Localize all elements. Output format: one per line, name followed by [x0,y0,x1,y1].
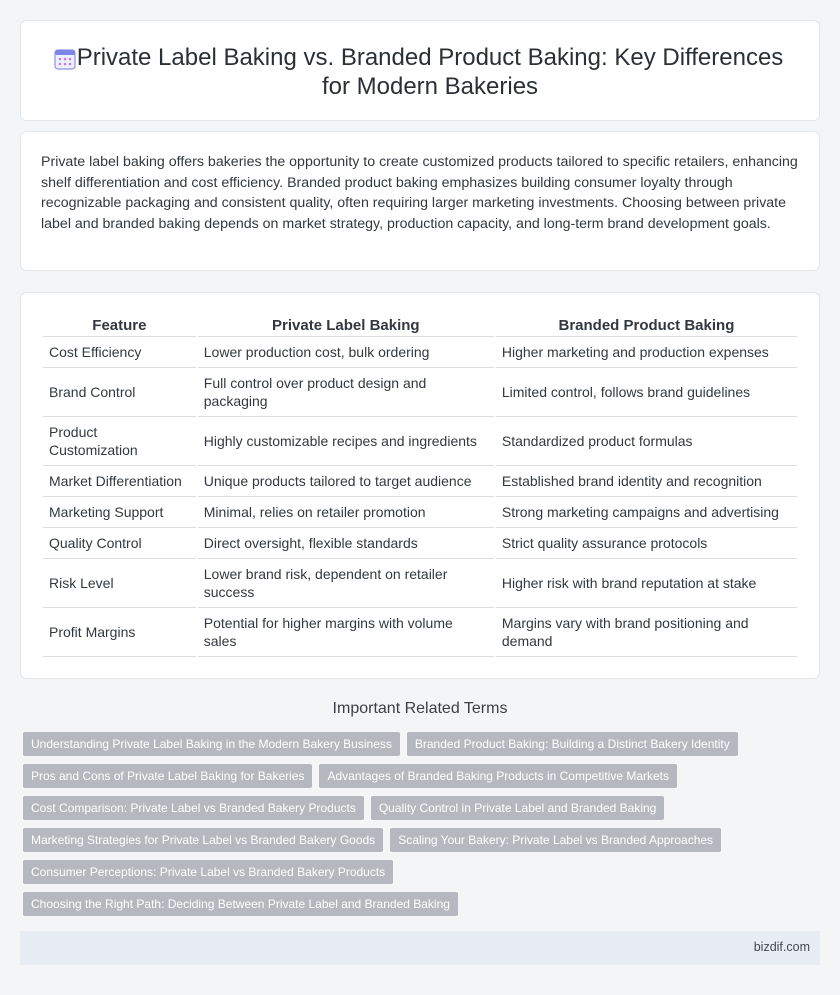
table-cell: Strong marketing campaigns and advertising [496,497,797,528]
table-cell: Higher marketing and production expenses [496,337,797,368]
header-feature: Feature [43,311,196,337]
table-row [43,608,797,657]
table-row [43,466,797,497]
table-cell: Lower brand risk, dependent on retailer success [198,559,494,608]
table-cell: Limited control, follows brand guidelines [496,368,797,417]
table-cell: Market Differentiation [43,466,196,497]
table-cell: Highly customizable recipes and ingredients [198,417,494,466]
table-row [43,417,797,466]
table-cell: Minimal, relies on retailer promotion [198,497,494,528]
related-term-link[interactable]: Understanding Private Label Baking in the Modern Bakery Business [23,732,400,756]
table-cell: Cost Efficiency [43,337,196,368]
table-header-row [43,311,797,337]
table-cell: Risk Level [43,559,196,608]
table-cell: Lower production cost, bulk ordering [198,337,494,368]
table-row [43,337,797,368]
table-row [43,497,797,528]
table-cell: Marketing Support [43,497,196,528]
table-cell: Margins vary with brand positioning and demand [496,608,797,657]
table-cell: Profit Margins [43,608,196,657]
comparison-table-card [20,292,820,679]
related-terms-list [23,732,813,924]
footer [20,931,820,965]
table-cell: Direct oversight, flexible standards [198,528,494,559]
related-term-link[interactable]: Pros and Cons of Private Label Baking for Bakeries [23,764,312,788]
header-private-label: Private Label Baking [198,311,494,337]
related-term-link[interactable]: Consumer Perceptions: Private Label vs Branded Bakery Products [23,860,393,884]
table-cell: Potential for higher margins with volume sales [198,608,494,657]
related-term-link[interactable]: Quality Control in Private Label and Branded Baking [371,796,665,820]
comparison-table [41,311,799,657]
table-cell: Strict quality assurance protocols [496,528,797,559]
footer-site-link[interactable]: bizdif.com [753,940,810,954]
related-term-link[interactable]: Advantages of Branded Baking Products in Competitive Markets [319,764,677,788]
table-cell: Quality Control [43,528,196,559]
related-term-link[interactable]: Branded Product Baking: Building a Distinct Bakery Identity [407,732,738,756]
summary-text: Private label baking offers bakeries the opportunity to create customized products tailored to specific retailers, enhancing shelf differentiation and cost efficiency. Branded product baking emphasizes building consumer loyalty through recognizable packaging and consistent quality, often requiring larger marketing investments. Choosing between private label and branded baking depends on market strategy, production capacity, and long-term brand development goals. [41,154,798,232]
related-term-link[interactable]: Marketing Strategies for Private Label vs Branded Bakery Goods [23,828,383,852]
related-term-link[interactable]: Scaling Your Bakery: Private Label vs Branded Approaches [390,828,721,852]
header-card [20,20,820,121]
table-row [43,528,797,559]
related-terms-title: Important Related Terms [332,700,508,717]
related-term-link[interactable]: Cost Comparison: Private Label vs Branded Bakery Products [23,796,364,820]
table-cell: Unique products tailored to target audience [198,466,494,497]
related-term-link[interactable]: Choosing the Right Path: Deciding Between Private Label and Branded Baking [23,892,458,916]
page-title: Private Label Baking vs. Branded Product Baking: Key Differences for Modern Bakeries [76,44,784,100]
table-cell: Higher risk with brand reputation at stake [496,559,797,608]
table-row [43,368,797,417]
table-cell: Brand Control [43,368,196,417]
table-cell: Established brand identity and recognition [496,466,797,497]
table-cell: Product Customization [43,417,196,466]
summary-card [20,131,820,271]
header-branded: Branded Product Baking [496,311,797,337]
table-cell: Full control over product design and packaging [198,368,494,417]
table-cell: Standardized product formulas [496,417,797,466]
table-row [43,559,797,608]
